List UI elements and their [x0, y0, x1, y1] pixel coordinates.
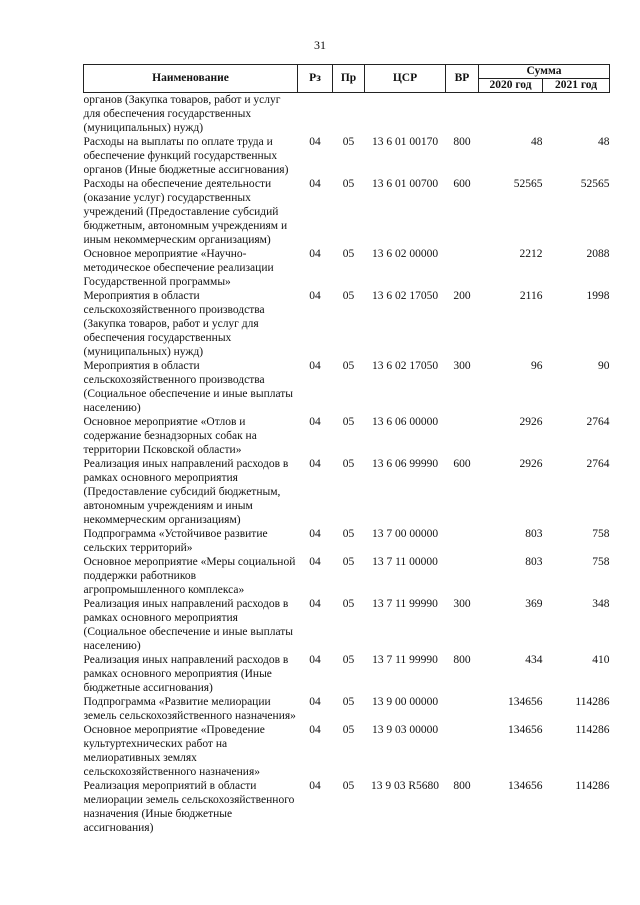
- cell-name: органов (Закупка товаров, работ и услуг для обеспечения государственных (муниципальных) нужд): [83, 94, 281, 134]
- cell-sum-2021: 90: [598, 360, 610, 372]
- table-row: [84, 457, 610, 527]
- cell-sum-2020: 2116: [519, 290, 543, 302]
- table-row: [84, 135, 610, 177]
- table-row: [84, 247, 610, 289]
- cell-sum-2020: 803: [525, 556, 543, 568]
- cell-csr: 13 6 01 00170: [371, 136, 439, 148]
- header-name: Наименование: [84, 65, 298, 93]
- cell-vr: 200: [453, 290, 471, 302]
- cell-sum-2021: 758: [592, 556, 610, 568]
- cell-name: Мероприятия в области сельскохозяйственного производства (Закупка товаров, работ и услуг для обеспечения государственных (муниципальных) нужд): [83, 290, 265, 358]
- cell-sum-2020: 2926: [519, 458, 543, 470]
- header-vr: ВР: [446, 65, 479, 93]
- cell-sum-2020: 96: [531, 360, 543, 372]
- header-rz: Рз: [298, 65, 333, 93]
- cell-pr: 05: [342, 178, 355, 190]
- cell-vr: [446, 247, 479, 289]
- cell-rz: 04: [309, 724, 321, 736]
- cell-pr: 05: [342, 780, 355, 792]
- cell-csr: 13 6 06 00000: [371, 416, 439, 428]
- cell-pr: 05: [342, 416, 355, 428]
- cell-vr: 300: [453, 360, 471, 372]
- cell-rz: 04: [309, 136, 321, 148]
- cell-csr: 13 7 11 99990: [372, 598, 438, 610]
- cell-sum-2020: 48: [531, 136, 543, 148]
- cell-vr: 600: [453, 458, 471, 470]
- header-pr: Пр: [333, 65, 365, 93]
- cell-rz: 04: [309, 458, 321, 470]
- cell-rz: 04: [309, 360, 321, 372]
- cell-name: Реализация иных направлений расходов в рамках основного мероприятия (Предоставление субсидий бюджетным, автономным учреждениям и иным некоммерческим организациям): [83, 458, 289, 526]
- cell-sum-2021: 348: [592, 598, 610, 610]
- cell-sum-2021: 114286: [575, 724, 610, 736]
- cell-vr: 800: [453, 780, 471, 792]
- cell-pr: 05: [342, 556, 355, 568]
- cell-csr: [365, 93, 446, 136]
- cell-sum-2021: 52565: [580, 178, 610, 190]
- cell-rz: 04: [309, 290, 321, 302]
- cell-rz: 04: [309, 556, 321, 568]
- cell-pr: 05: [342, 136, 355, 148]
- cell-rz: 04: [309, 696, 321, 708]
- cell-vr: [446, 695, 479, 723]
- table-header: [84, 65, 610, 93]
- table-row: [84, 527, 610, 555]
- cell-sum-2021: 48: [598, 136, 610, 148]
- cell-name: Подпрограмма «Устойчивое развитие сельских территорий»: [83, 528, 268, 554]
- cell-name: Основное мероприятие «Отлов и содержание безнадзорных собак на территории Псковской области»: [83, 416, 257, 456]
- cell-sum-2020: 434: [525, 654, 543, 666]
- table-row: [84, 93, 610, 136]
- table-row: [84, 359, 610, 415]
- budget-table: [83, 64, 610, 835]
- table-row: [84, 597, 610, 653]
- cell-sum-2020: 52565: [513, 178, 543, 190]
- cell-sum-2020: 803: [525, 528, 543, 540]
- cell-pr: 05: [342, 458, 355, 470]
- cell-name: Основное мероприятие «Меры социальной поддержки работников агропромышленного комплекса»: [83, 556, 296, 596]
- table-row: [84, 289, 610, 359]
- cell-vr: [446, 415, 479, 457]
- cell-name: Реализация иных направлений расходов в рамках основного мероприятия (Социальное обеспечение и иные выплаты населению): [83, 598, 294, 652]
- cell-name: Подпрограмма «Развитие мелиорации земель сельскохозяйственного назначения»: [83, 696, 296, 722]
- cell-csr: 13 9 03 00000: [371, 724, 439, 736]
- cell-sum-2020: 134656: [508, 724, 543, 736]
- cell-sum-2021: 1998: [586, 290, 610, 302]
- cell-rz: 04: [309, 780, 321, 792]
- cell-sum-2021: 758: [592, 528, 610, 540]
- cell-sum-2020: 2212: [519, 248, 543, 260]
- cell-vr: [446, 555, 479, 597]
- cell-csr: 13 6 02 17050: [371, 290, 439, 302]
- cell-pr: 05: [342, 598, 355, 610]
- cell-sum-2021: 410: [592, 654, 610, 666]
- table-row: [84, 177, 610, 247]
- cell-csr: 13 7 11 00000: [372, 556, 438, 568]
- cell-vr: [446, 93, 479, 136]
- cell-vr: 800: [453, 136, 471, 148]
- cell-sum-2020: 369: [525, 598, 543, 610]
- cell-csr: 13 9 00 00000: [371, 696, 439, 708]
- cell-name: Реализация мероприятий в области мелиорации земель сельскохозяйственного назначения (Иные бюджетные ассигнования): [83, 780, 295, 834]
- cell-rz: [298, 93, 333, 136]
- cell-rz: 04: [309, 416, 321, 428]
- cell-vr: [446, 527, 479, 555]
- cell-sum-2020: 2926: [519, 416, 543, 428]
- cell-csr: 13 9 03 R5680: [370, 780, 440, 792]
- cell-sum-2020: [479, 93, 543, 136]
- cell-rz: 04: [309, 248, 321, 260]
- cell-sum-2020: 134656: [508, 696, 543, 708]
- cell-name: Мероприятия в области сельскохозяйственного производства (Социальное обеспечение и иные выплаты населению): [83, 360, 294, 414]
- cell-vr: 800: [453, 654, 471, 666]
- table-row: [84, 723, 610, 779]
- cell-rz: 04: [309, 654, 321, 666]
- cell-pr: 05: [342, 724, 355, 736]
- cell-rz: 04: [309, 178, 321, 190]
- table-row: [84, 695, 610, 723]
- cell-name: Расходы на выплаты по оплате труда и обеспечение функций государственных органов (Иные бюджетные ассигнования): [83, 136, 289, 176]
- cell-sum-2021: 2764: [586, 458, 610, 470]
- header-csr: ЦСР: [365, 65, 446, 93]
- header-year-2020: 2020 год: [479, 79, 543, 93]
- cell-pr: 05: [342, 248, 355, 260]
- cell-pr: 05: [342, 528, 355, 540]
- cell-name: Основное мероприятие «Научно-методическое обеспечение реализации Государственной программы»: [83, 248, 274, 288]
- cell-sum-2021: 2764: [586, 416, 610, 428]
- cell-name: Расходы на обеспечение деятельности (оказание услуг) государственных учреждений (Предоставление субсидий бюджетным, автономным учреждениям и иным некоммерческим организациям): [83, 178, 288, 246]
- cell-vr: 300: [453, 598, 471, 610]
- table-row: [84, 779, 610, 835]
- cell-rz: 04: [309, 528, 321, 540]
- cell-sum-2021: 2088: [586, 248, 610, 260]
- cell-sum-2021: [543, 93, 610, 136]
- cell-pr: [333, 93, 365, 136]
- cell-pr: 05: [342, 360, 355, 372]
- cell-pr: 05: [342, 290, 355, 302]
- cell-pr: 05: [342, 696, 355, 708]
- cell-name: Реализация иных направлений расходов в рамках основного мероприятия (Иные бюджетные ассигнования): [83, 654, 289, 694]
- cell-csr: 13 6 02 17050: [371, 360, 439, 372]
- cell-rz: 04: [309, 598, 321, 610]
- cell-csr: 13 6 01 00700: [371, 178, 439, 190]
- cell-vr: 600: [453, 178, 471, 190]
- cell-csr: 13 6 02 00000: [371, 248, 439, 260]
- cell-vr: [446, 723, 479, 779]
- table-row: [84, 653, 610, 695]
- cell-pr: 05: [342, 654, 355, 666]
- header-sum: Сумма: [479, 65, 610, 79]
- cell-name: Основное мероприятие «Проведение культуртехнических работ на мелиоративных землях сельскохозяйственного назначения»: [83, 724, 265, 778]
- cell-sum-2020: 134656: [508, 780, 543, 792]
- cell-sum-2021: 114286: [575, 780, 610, 792]
- cell-csr: 13 7 00 00000: [371, 528, 439, 540]
- table-body: [84, 93, 610, 836]
- cell-csr: 13 7 11 99990: [372, 654, 438, 666]
- table-row: [84, 415, 610, 457]
- page-number: 31: [314, 38, 326, 52]
- cell-csr: 13 6 06 99990: [371, 458, 439, 470]
- header-year-2021: 2021 год: [543, 79, 610, 93]
- table-row: [84, 555, 610, 597]
- cell-sum-2021: 114286: [575, 696, 610, 708]
